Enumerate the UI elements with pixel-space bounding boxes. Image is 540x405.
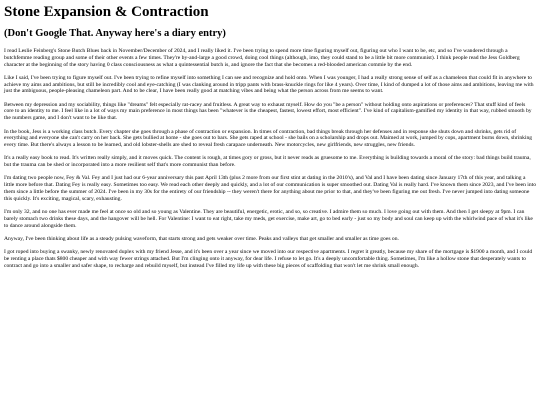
diary-body: [4, 48, 536, 270]
body-paragraph: In the book, Jess is a working class butch. Every chapter she goes through a phase of contraction or expansion. In times of contraction, bad things break through her defenses and in response she shuts down and shrinks, gets rid of everything and everyone she can't carry on her back. She gets bullied at home - she goes out to bars. She gets raped at school - she bails on a scholarship and drops out. Maimed at work, jumped by cops, apartment burns down, shrinking every time. But there's always a lesson to be learned, and old lobster-shells are shed to reveal fresh carapace underneath. New motorcycles, new girlfriends, new struggles, new friends.: [4, 128, 533, 149]
body-paragraph: Between my depression and my sociability, things like "dreams" felt especially rat-racey and fruitless. A great way to exhaust myself. How do you "be a person" without holding onto aspirations or preferences? That stuff kind of feels core to an identity to me. I feel like in a lot of ways my main preference in most things has been "whatever is the cheapest, fastest, lowest effort, most efficient". I've kind of capitalism-gamified my identity in that way, rubbed smooth by the numbers game, and I don't want to be like that.: [4, 101, 532, 122]
body-paragraph: I'm dating two people now, Fey & Val. Fey and I just had our 6-year anniversary this past April 13th (plus 2 more from our first stint at dating in the 2010's), and Val and I have been dating since January 17th of this year, and talking a little more before that. Dating Fey is really easy. Sometimes too easy. We read each other deeply and quickly, and a lot of our communication is super smoothed out. Dating Val is really hard. I've known them since 2023, and I've been into them since a little before the summer of 2024. I've been in my 30s for the entirety of our friendship -- they weren't there for anything about me prior to that, and they've been figuring me out fresh. I've never jumped into dating someone this quickly. It's exciting, magical, scary, exhausting.: [4, 175, 536, 202]
body-paragraph: It's a really easy book to read. It's written really simply, and it moves quick. The content is rough, at times gory or gross, but it never reads as gruesome to me. Everything is building towards a moral of the story: bad things build trauma, but the trauma can be shed or incorporated into a more resilient self that's more communist than before.: [4, 155, 531, 169]
body-paragraph: I read Leslie Feinberg's Stone Butch Blues back in November/December of 2024, and I really liked it. I've been trying to spend more time figuring myself out, figuring out who I want to be, etc, and so I've wandered through a butchfemme reading group and some of their other events a few times. They're by-and-large a good crowd, doing cool things (although, imo, they could stand to be a little bit more communist). I think people read the Jess Goldberg character at the beginning of the story having 0 class consciousness as what a quintessential butch is, and ignore the fact that she becomes a red-blooded american commie by the end.: [4, 48, 520, 68]
body-paragraph: I got roped into buying a swanky, newly renovated duplex with my friend Jesse, and it's been over a year since we moved into our respective apartments. I regret it greatly, because my share of the mortgage is $1900 a month, and I could be renting a place thats $800 cheaper and with way fewer strings attached. But I'm clinging onto it anyway, for dear life. I refuse to let go. It's a deeply uncomfortable thing. Sometimes, I'm like a hollow stone that desperately wants to contract and go into a smaller and safer shape, to recharge and rebuild myself, but instead I've filled my life up with these big pieces of scaffolding that won't let me shrink small enough.: [4, 249, 533, 269]
body-paragraph: Anyway, I've been thinking about life as a steady pulsing waveform, that starts strong and gets weaker over time. Peaks and valleys that get smaller and smaller as time goes on.: [4, 235, 399, 242]
page-title: Stone Expansion & Contraction: [4, 4, 209, 20]
body-paragraph: Like I said, I've been trying to figure myself out. I've been trying to refine myself into something I can see and recognize and hold onto. When I was younger, I had a really strong sense of self as a chameleon that could fit in anywhere to achieve my aims and ambitions, but still be incredibly cool and eye-catching (I was clanking around in tripp pants with brass-knuckle rings for like 4 years). Over time, I kind of dumped a lot of those aims and ambitions, leaving me with just the ambiguous, people-pleasing chameleon part. And to be clear, I have been really good at matching vibes and being what the person across from me seems to want.: [4, 74, 534, 95]
body-paragraph: I'm only 32, and no one has ever made me feel at once so old and so young as Valentine. They are beautiful, energetic, erotic, and so, so creative. I admire them so much. I love going out with them. And then I get sleepy at 9pm. I can barely stomach two drinks these days, and the hangover will be hell. For Valentine: I want to eat right, take my meds, get exercise, make art, go to bed early - just so my body and soul can keep up with the whirlwind pace of what it's like to dance around alongside them.: [4, 209, 533, 229]
page-subtitle: (Don't Google That. Anyway here's a diary entry): [4, 28, 226, 39]
